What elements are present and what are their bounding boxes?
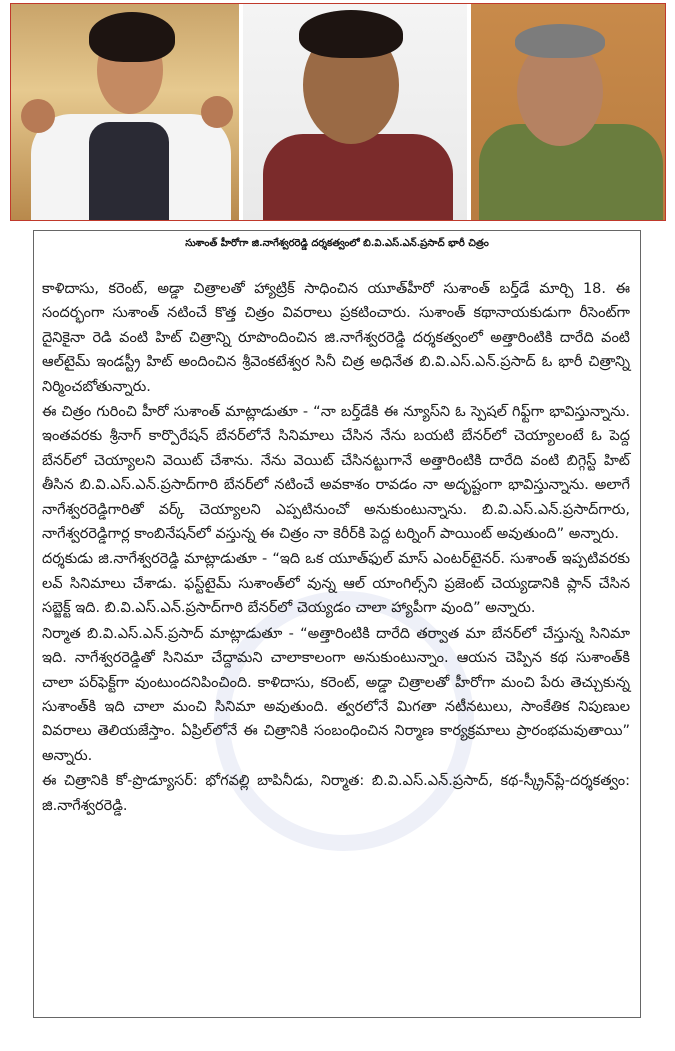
paragraph: ఈ చిత్రానికి కో-ప్రొడ్యూసర్: భోగవల్లి బాపినీడు, నిర్మాత: బి.వి.ఎస్.ఎన్.ప్రసాద్, కథ-స్క్రీన్‌ప్లే-దర్శకత్వం: జి.నాగేశ్వరరెడ్డి. bbox=[42, 773, 630, 814]
director-photo bbox=[243, 4, 467, 220]
producer-photo bbox=[471, 4, 665, 220]
paragraph: ఈ చిత్రం గురించి హీరో సుశాంత్ మాట్లాడుతూ - “నా బర్త్‌డేకి ఈ న్యూస్‌ని ఓ స్పెషల్ గిఫ్ట్‌గా భావిస్తున్నాను. ఇంతవరకు శ్రీనాగ్ కార్పొరేషన్ బేనర్‌లోనే సినిమాలు చేసిన నేను బయటి బేనర్‌లో చెయ్యాలంటే ఓ పెద్ద బేనర్‌లో చెయ్యాలని వెయిట్ చేశాను. నేను వెయిట్ చేసినట్టుగానే అత్తారింటికి దారేది వంటి బిగ్గెస్ట్ హిట్ తీసిన బి.వి.ఎస్.ఎన్.ప్రసాద్‌గారి బేనర్‌లో నటించే అవకాశం రావడం నా అదృష్టంగా భావిస్తున్నాను. అలాగే నాగేశ్వరరెడ్డిగారితో వర్క్ చెయ్యాలని ఎప్పటినుంచో అనుకుంటున్నాను. బి.వి.ఎస్.ఎన్.ప్రసాద్‌గారు, నాగేశ్వరరెడ్డిగార్ల కాంబినేషన్‌లో వస్తున్న ఈ చిత్రం నా కెరీర్‌కి పెద్ద టర్నింగ్ పాయింట్ అవుతుంది” అన్నారు. bbox=[42, 404, 630, 543]
article-body bbox=[42, 277, 630, 818]
actor-photo bbox=[11, 4, 239, 220]
article-box bbox=[33, 230, 641, 1018]
article-title: సుశాంత్ హీరోగా జి.నాగేశ్వరరెడ్డి దర్శకత్వంలో బి.వి.ఎస్.ఎన్.ప్రసాద్ భారీ చిత్రం bbox=[185, 238, 489, 249]
photo-strip bbox=[10, 3, 666, 221]
paragraph: నిర్మాత బి.వి.ఎస్.ఎన్.ప్రసాద్ మాట్లాడుతూ - “అత్తారింటికి దారేది తర్వాత మా బేనర్‌లో చేస్తున్న సినిమా ఇది. నాగేశ్వరరెడ్డితో సినిమా చేద్దామని చాలాకాలంగా అనుకుంటున్నాం. ఆయన చెప్పిన కథ సుశాంత్‌కి చాలా పర్‌ఫెక్ట్‌గా వుంటుందనిపించింది. కాళిదాసు, కరెంట్, అడ్డా చిత్రాలతో హీరోగా మంచి పేరు తెచ్చుకున్న సుశాంత్‌కి ఇది చాలా మంచి సినిమా అవుతుంది. త్వరలోనే మిగతా నటీనటులు, సాంకేతిక నిపుణుల వివరాలు తెలియజేస్తాం. ఏప్రిల్‌లోనే ఈ చిత్రానికి సంబంధించిన నిర్మాణ కార్యక్రమాలు ప్రారంభమవుతాయి” అన్నారు. bbox=[42, 625, 630, 764]
paragraph: దర్శకుడు జి.నాగేశ్వరరెడ్డి మాట్లాడుతూ - “ఇది ఒక యూత్‌ఫుల్ మాస్ ఎంటర్‌టైనర్. సుశాంత్ ఇప్పటివరకు లవ్ సినిమాలు చేశాడు. ఫస్ట్‌టైమ్ సుశాంత్‌లో వున్న ఆల్ యాంగిల్స్‌ని ప్రజెంట్ చెయ్యడానికి ప్లాన్ చేసిన సబ్జెక్ట్ ఇది. బి.వి.ఎస్.ఎన్.ప్రసాద్‌గారి బేనర్‌లో చెయ్యడం చాలా హ్యాపీగా వుంది” అన్నారు. bbox=[42, 551, 630, 617]
paragraph: కాళిదాసు, కరెంట్, అడ్డా చిత్రాలతో హ్యాట్రిక్ సాధించిన యూత్‌హీరో సుశాంత్ బర్త్‌డే మార్చి 18. ఈ సందర్భంగా సుశాంత్ నటించే కొత్త చిత్రం వివరాలు ప్రకటించారు. సుశాంత్ కథానాయకుడుగా రీసెంట్‌గా దైనికైనా రెడి వంటి హిట్ చిత్రాన్ని రూపొందించిన జి.నాగేశ్వరరెడ్డి దర్శకత్వంలో అత్తారింటికి దారేది వంటి ఆల్‌టైమ్ ఇండస్ట్రీ హిట్ అందించిన శ్రీవెంకటేశ్వర సినీ చిత్ర అధినేత బి.వి.ఎస్.ఎన్.ప్రసాద్ ఓ భారీ చిత్రాన్ని నిర్మించబోతున్నారు. bbox=[42, 281, 630, 395]
